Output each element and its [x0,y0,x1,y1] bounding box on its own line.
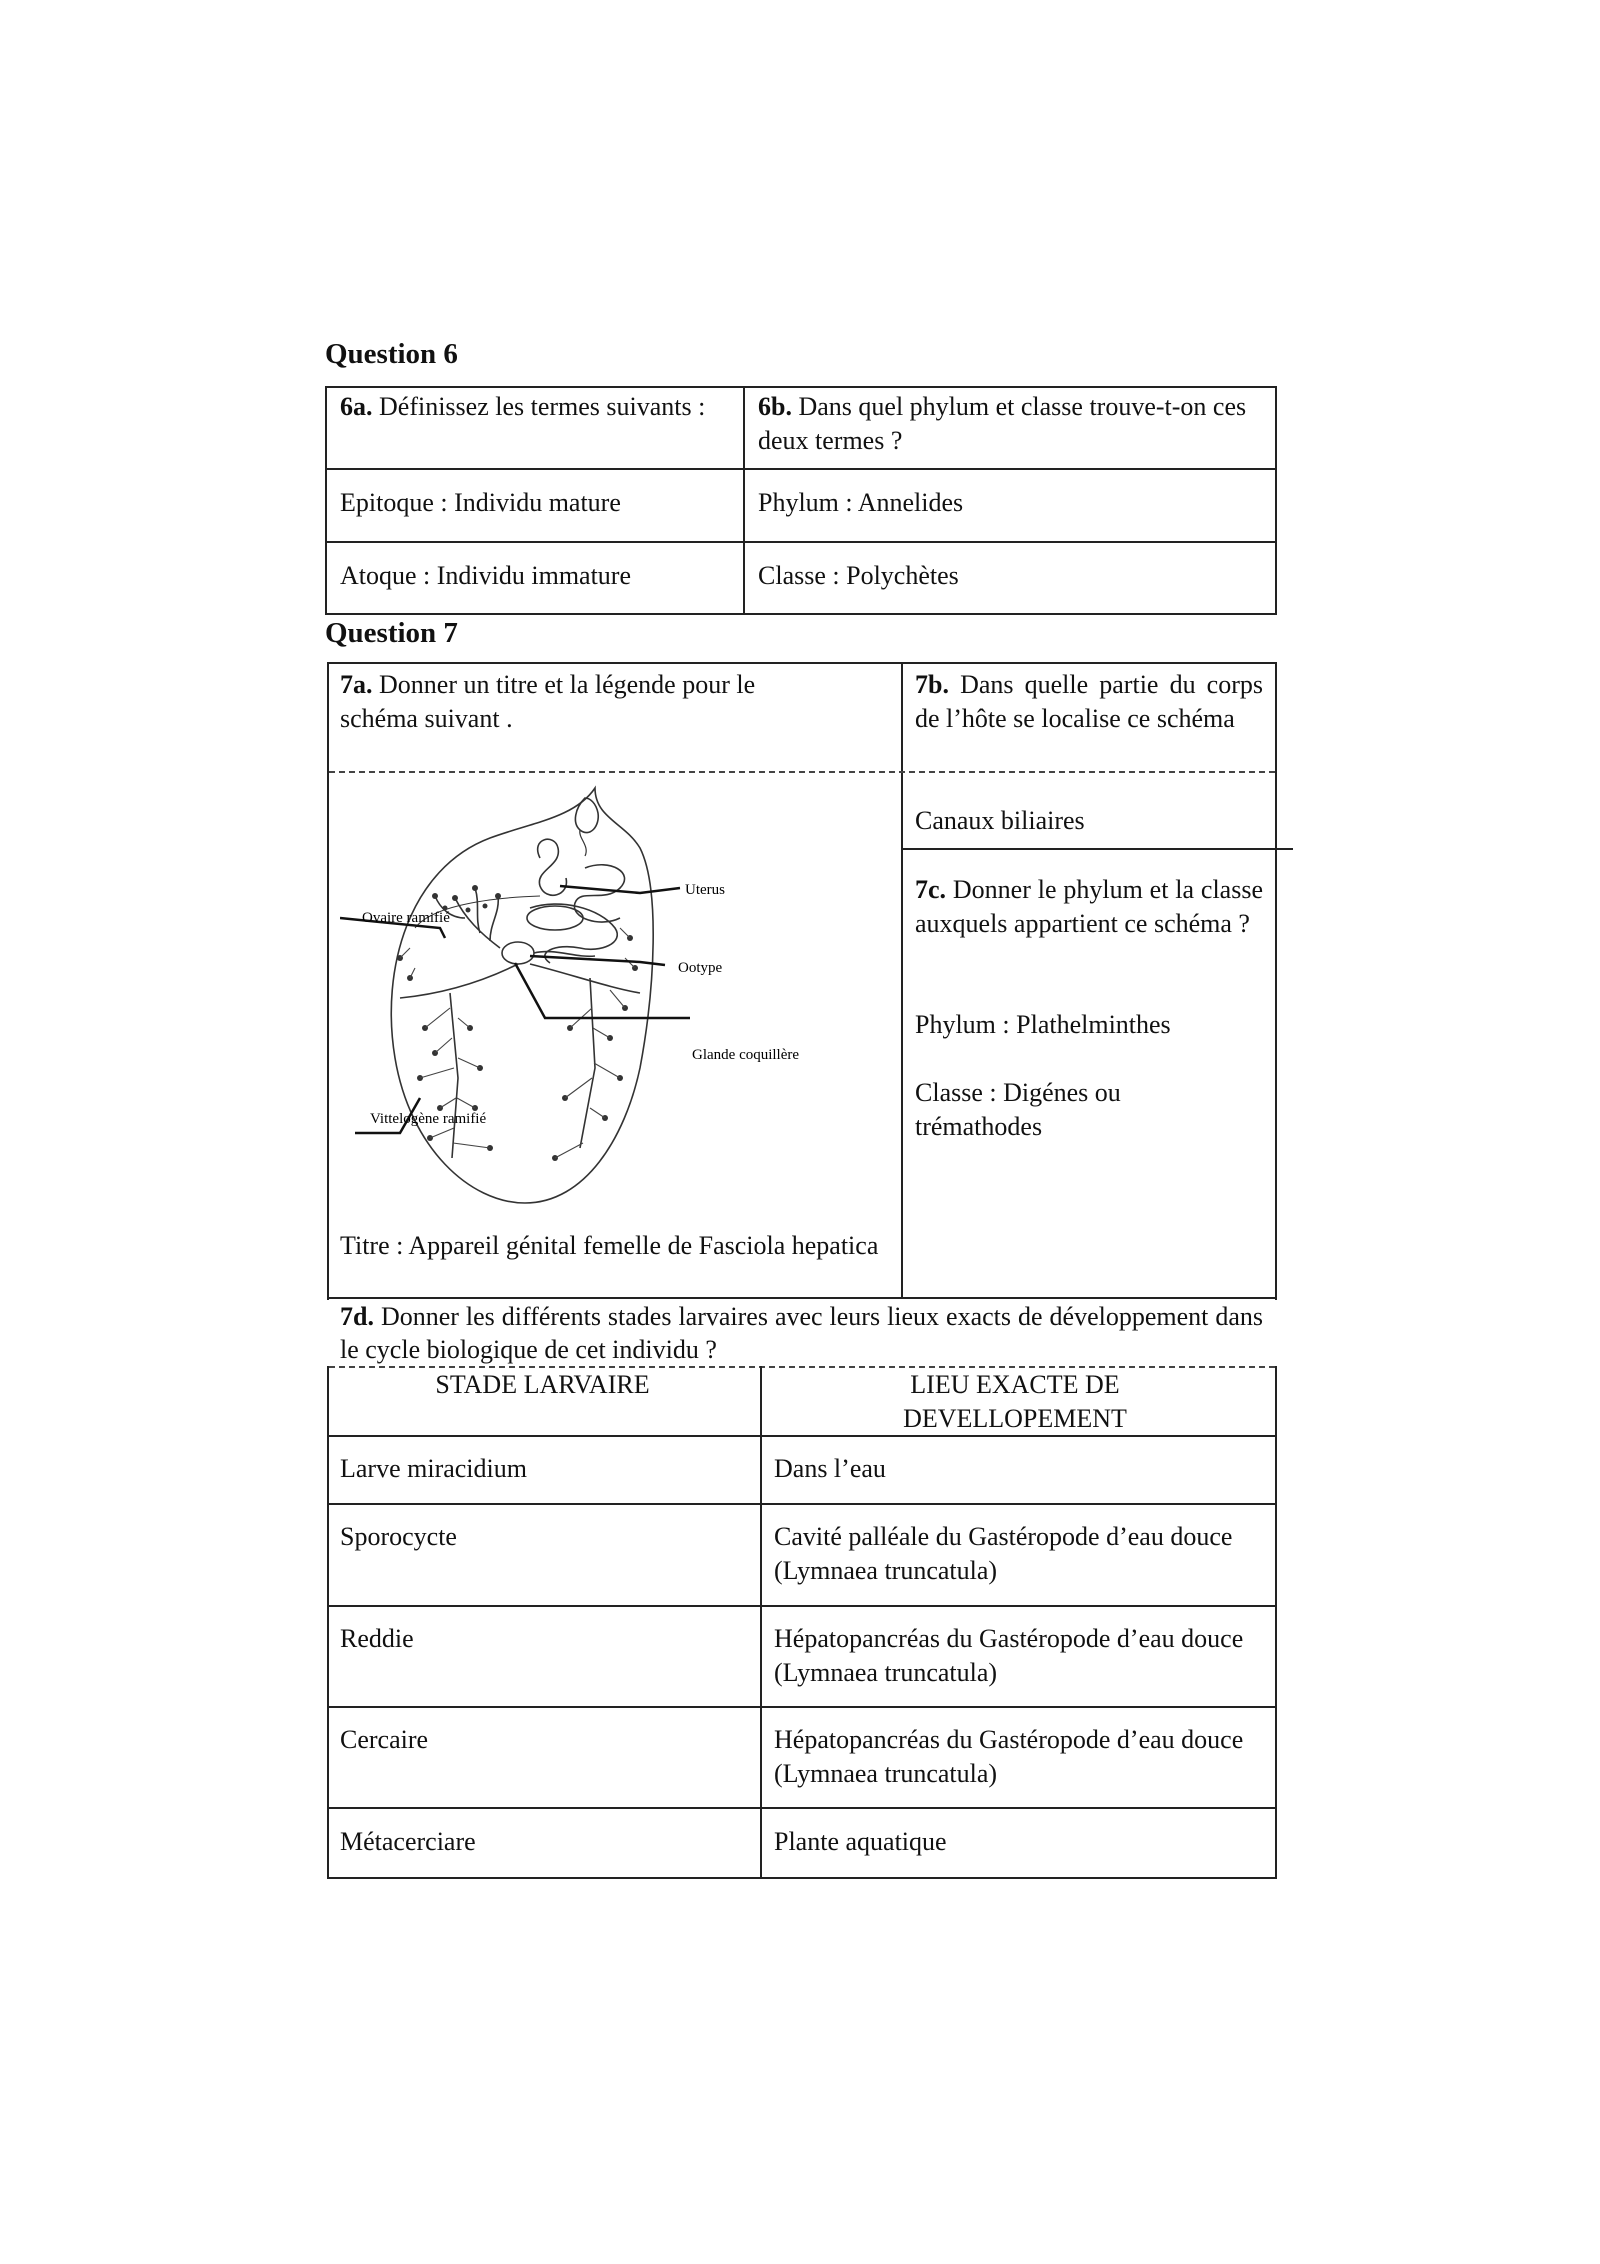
classe-answer: Classe : Polychètes [758,561,959,590]
q7c-prompt: 7c. Donner le phylum et la classe auxquels appartient ce schéma ? [915,875,1263,938]
table-row-lieu: Cavité palléale du Gastéropode d’eau douce (Lymnaea truncatula) [774,1522,1233,1585]
header-lieu: LIEU EXACTE DE DEVELLOPEMENT [903,1370,1127,1433]
atoque-answer: Atoque : Individu immature [340,561,632,590]
table-row-stade: Cercaire [340,1725,429,1754]
label-uterus: Uterus [685,882,725,898]
table-row-lieu: Dans l’eau [774,1454,886,1483]
table-row-lieu: Hépatopancréas du Gastéropode d’eau douce (Lymnaea truncatula) [774,1624,1244,1687]
q7c-phylum: Phylum : Plathelminthes [915,1010,1171,1039]
question-6-title: Question 6 [325,338,458,370]
q7a-prompt: 7a. Donner un titre et la légende pour le schéma suivant . [340,670,756,733]
q6a-prompt: 6a. Définissez les termes suivants : [340,392,706,421]
q7a-title-answer: Titre : Appareil génital femelle de Fasciola hepatica [340,1231,879,1260]
header-stade: STADE LARVAIRE [435,1370,650,1399]
question-7-title: Question 7 [325,617,458,649]
q6b-prompt: 6b. Dans quel phylum et classe trouve-t-on ces deux termes ? [758,392,1247,455]
q7b-answer: Canaux biliaires [915,806,1085,835]
label-ootype: Ootype [678,960,723,976]
table-row-lieu: Hépatopancréas du Gastéropode d’eau douce (Lymnaea truncatula) [774,1725,1244,1788]
q7b-prompt: 7b. Dans quelle partie du corps de l’hôte se localise ce schéma [915,670,1263,733]
fasciola-diagram [340,778,890,1228]
q7c-classe: Classe : Digénes ou trémathodes [915,1078,1121,1141]
label-glande: Glande coquillère [692,1047,800,1063]
label-vittelogene: Vittelogène ramifié [370,1111,487,1127]
epitoque-answer: Epitoque : Individu mature [340,488,621,517]
phylum-answer: Phylum : Annelides [758,488,964,517]
table-row-stade: Larve miracidium [340,1454,527,1483]
table-row-stade: Sporocycte [340,1522,457,1551]
table-row-stade: Reddie [340,1624,414,1653]
table-row-stade: Métacerciare [340,1827,476,1856]
label-ovaire: Ovaire ramifié [362,910,450,926]
table-row-lieu: Plante aquatique [774,1827,947,1856]
q7d-prompt: 7d. Donner les différents stades larvaires avec leurs lieux exacts de développement dans le cycle biologique de cet individu ? [340,1302,1263,1364]
